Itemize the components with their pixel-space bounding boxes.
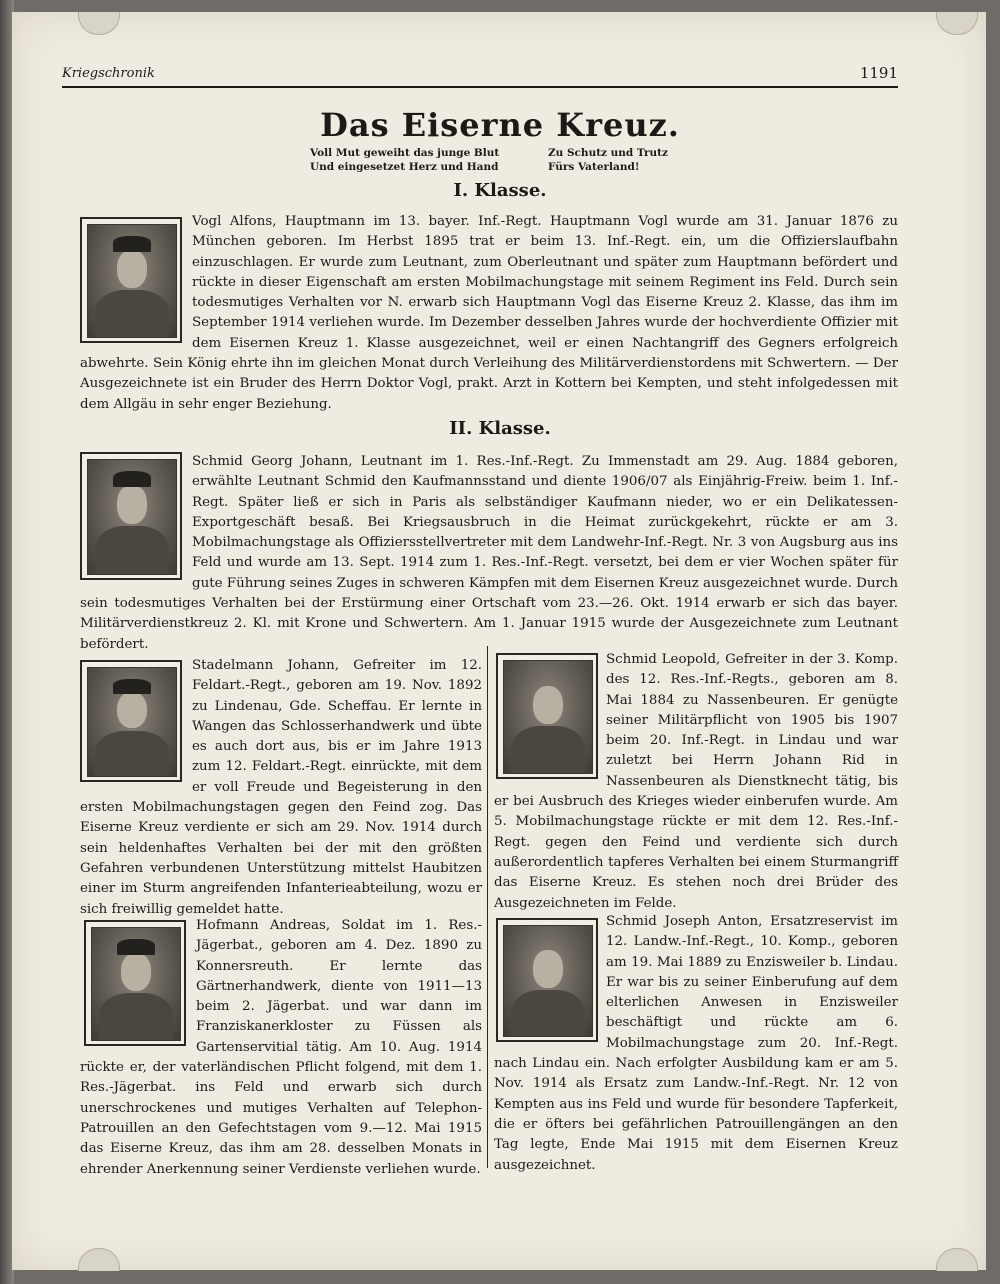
entry-schmid-georg [80,452,898,655]
motto-right [548,146,668,174]
entry-text: Schmid Joseph Anton, Ersatzreservist im 12. Landw.-Inf.-Regt., 10. Komp., geboren am 19. Mai 1889 zu Enzisweiler b. Lindau. Er war bis zu seiner Einberufung auf dem elterlichen Anwesen in Enzisweiler beschäftigt und rückte am 6. Mobilmachungstage zum 20. Inf.-Regt. nach Lindau ein. Nach erfolgter Ausbildung kam er am 5. Nov. 1914 als Ersatz zum Landw.-Inf.-Regt. Nr. 12 von Kempten aus ins Feld und wurde für besondere Tapferkeit, die er öfters bei gefährlichen Patrouillengängen an den Tag legte, Ende Mai 1915 mit dem Eisernen Kreuz ausgezeichnet. [494,914,898,1173]
binding-hole [78,12,120,35]
binding-hole [936,12,978,35]
motto-line: Fürs Vaterland! [548,161,640,173]
entry-hofmann [80,916,482,1180]
motto-line: Voll Mut geweiht das junge Blut [310,147,500,159]
page-number: 1191 [859,64,898,82]
heading-class-1: I. Klasse. [453,180,547,201]
entry-text: Stadelmann Johann, Gefreiter im 12. Feldart.-Regt., geboren am 19. Nov. 1892 zu Lindenau, Gde. Scheffau. Er lernte in Wangen das Schlosserhandwerk und übte es auch dort aus, bis er im Jahre 1913 zum 12. Feldart.-Regt. einrückte, mit dem er voll Freude und Begeisterung in den ersten Mobilmachungstagen gegen den Feind zog. Das Eiserne Kreuz verdiente er sich am 29. Nov. 1914 durch sein heldenhaftes Verhalten bei der mit den größten Gefahren verbundenen Unterstützung mittelst Haubitzen einer im Sturm angreifenden Infanterieabteilung, wozu er sich freiwillig gemeldet hatte. [80,658,482,917]
motto-left [310,146,499,174]
entry-text: Schmid Georg Johann, Leutnant im 1. Res.-Inf.-Regt. Zu Immenstadt am 29. Aug. 1884 geboren, erwählte Leutnant Schmid den Kaufmannsstand und diente 1906/07 als Einjährig-Freiw. beim 1. Inf.-Regt. Später ließ er sich in Paris als selbständiger Kaufmann nieder, wo er ein Delikatessen-Exportgeschäft besaß. Bei Kriegsausbruch in die Heimat zurückgekehrt, rückte er am 3. Mobilmachungstage als Offiziersstellvertreter mit dem Landwehr-Inf.-Regt. Nr. 3 von Augsburg aus ins Feld und wurde am 13. Sept. 1914 zum 1. Res.-Inf.-Regt. versetzt, bei dem er vier Wochen später für gute Führung seines Zuges in schweren Kämpfen mit dem Eisernen Kreuz ausgezeichnet wurde. Durch sein todesmutiges Verhalten bei der Erstürmung einer Ortschaft vom 23.—26. Okt. 1914 erwarb er sich das bayer. Militärverdienstkreuz 2. Kl. mit Krone und Schwertern. Am 1. Januar 1915 wurde der Ausgezeichnete zum Leutnant befördert. [80,454,898,652]
running-head [62,62,898,88]
entry-schmid-leopold [494,650,898,914]
binding-hole [78,1248,120,1271]
running-head-title: Kriegschronik [62,66,155,81]
entry-text: Schmid Leopold, Gefreiter in der 3. Komp. des 12. Res.-Inf.-Regts., geboren am 8. Mai 1884 zu Nassenbeuren. Er genügte seiner Militärpflicht von 1905 bis 1907 beim 20. Inf.-Regt. in Lindau und war zuletzt bei Herrn Johann Rid in Nassenbeuren als Dienstknecht tätig, bis er bei Ausbruch des Krieges wieder einberufen wurde. Am 5. Mobilmachungstage rückte er mit dem 12. Res.-Inf.-Regt. gegen den Feind und verdiente sich durch außerordentlich tapferes Verhalten bei einem Sturmangriff das Eiserne Kreuz. Es stehen noch drei Brüder des Ausgezeichneten im Felde. [494,652,898,911]
entry-stadelmann [80,656,482,920]
entry-text: Hofmann Andreas, Soldat im 1. Res.-Jägerbat., geboren am 4. Dez. 1890 zu Konnersreuth. Er lernte das Gärtnerhandwerk, diente von 1911—13 beim 2. Jägerbat. und war dann im Franziskanerkloster zu Füssen als Gartenservitial tätig. Am 10. Aug. 1914 rückte er, der vaterländischen Pflicht folgend, mit dem 1. Res.-Jägerbat. ins Feld und erwarb sich durch unerschrockenes und mutiges Verhalten auf Telephon-Patrouillen an den Gefechtstagen vom 9.—12. Mai 1915 das Eiserne Kreuz, das ihm am 28. desselben Monats in ehrender Anerkennung seiner Verdienste verliehen wurde. [80,918,482,1177]
motto-line: Zu Schutz und Trutz [548,147,668,159]
entry-vogl [80,212,898,415]
binding-hole [936,1248,978,1271]
heading-class-2: II. Klasse. [449,418,551,439]
entry-text: Vogl Alfons, Hauptmann im 13. bayer. Inf.-Regt. Hauptmann Vogl wurde am 31. Januar 1876 zu München geboren. Im Herbst 1895 trat er beim 13. Inf.-Regt. ein, um die Offizierslaufbahn einzuschlagen. Er wurde zum Leutnant, zum Oberleutnant und später zum Hauptmann befördert und rückte in dieser Eigenschaft am ersten Mobilmachungstage mit seinem Regiment ins Feld. Durch sein todesmutiges Verhalten vor N. erwarb sich Hauptmann Vogl das Eiserne Kreuz 2. Klasse, das ihm im September 1914 verliehen wurde. Im Dezember desselben Jahres wurde der hochverdiente Offizier mit dem Eisernen Kreuz 1. Klasse ausgezeichnet, weil er einen Nachtangriff des Gegners erfolgreich abwehrte. Sein König ehrte ihn im gleichen Monat durch Verleihung des Militärverdienstordens mit Schwertern. — Der Ausgezeichnete ist ein Bruder des Herrn Doktor Vogl, prakt. Arzt in Kottern bei Kempten, und steht infolgedessen mit dem Allgäu in sehr enger Beziehung. [80,214,898,412]
page-title: Das Eiserne Kreuz. [320,106,680,144]
motto-line: Und eingesetzet Herz und Hand [310,161,499,173]
entry-schmid-joseph [494,912,898,1176]
column-rule [487,646,488,1168]
